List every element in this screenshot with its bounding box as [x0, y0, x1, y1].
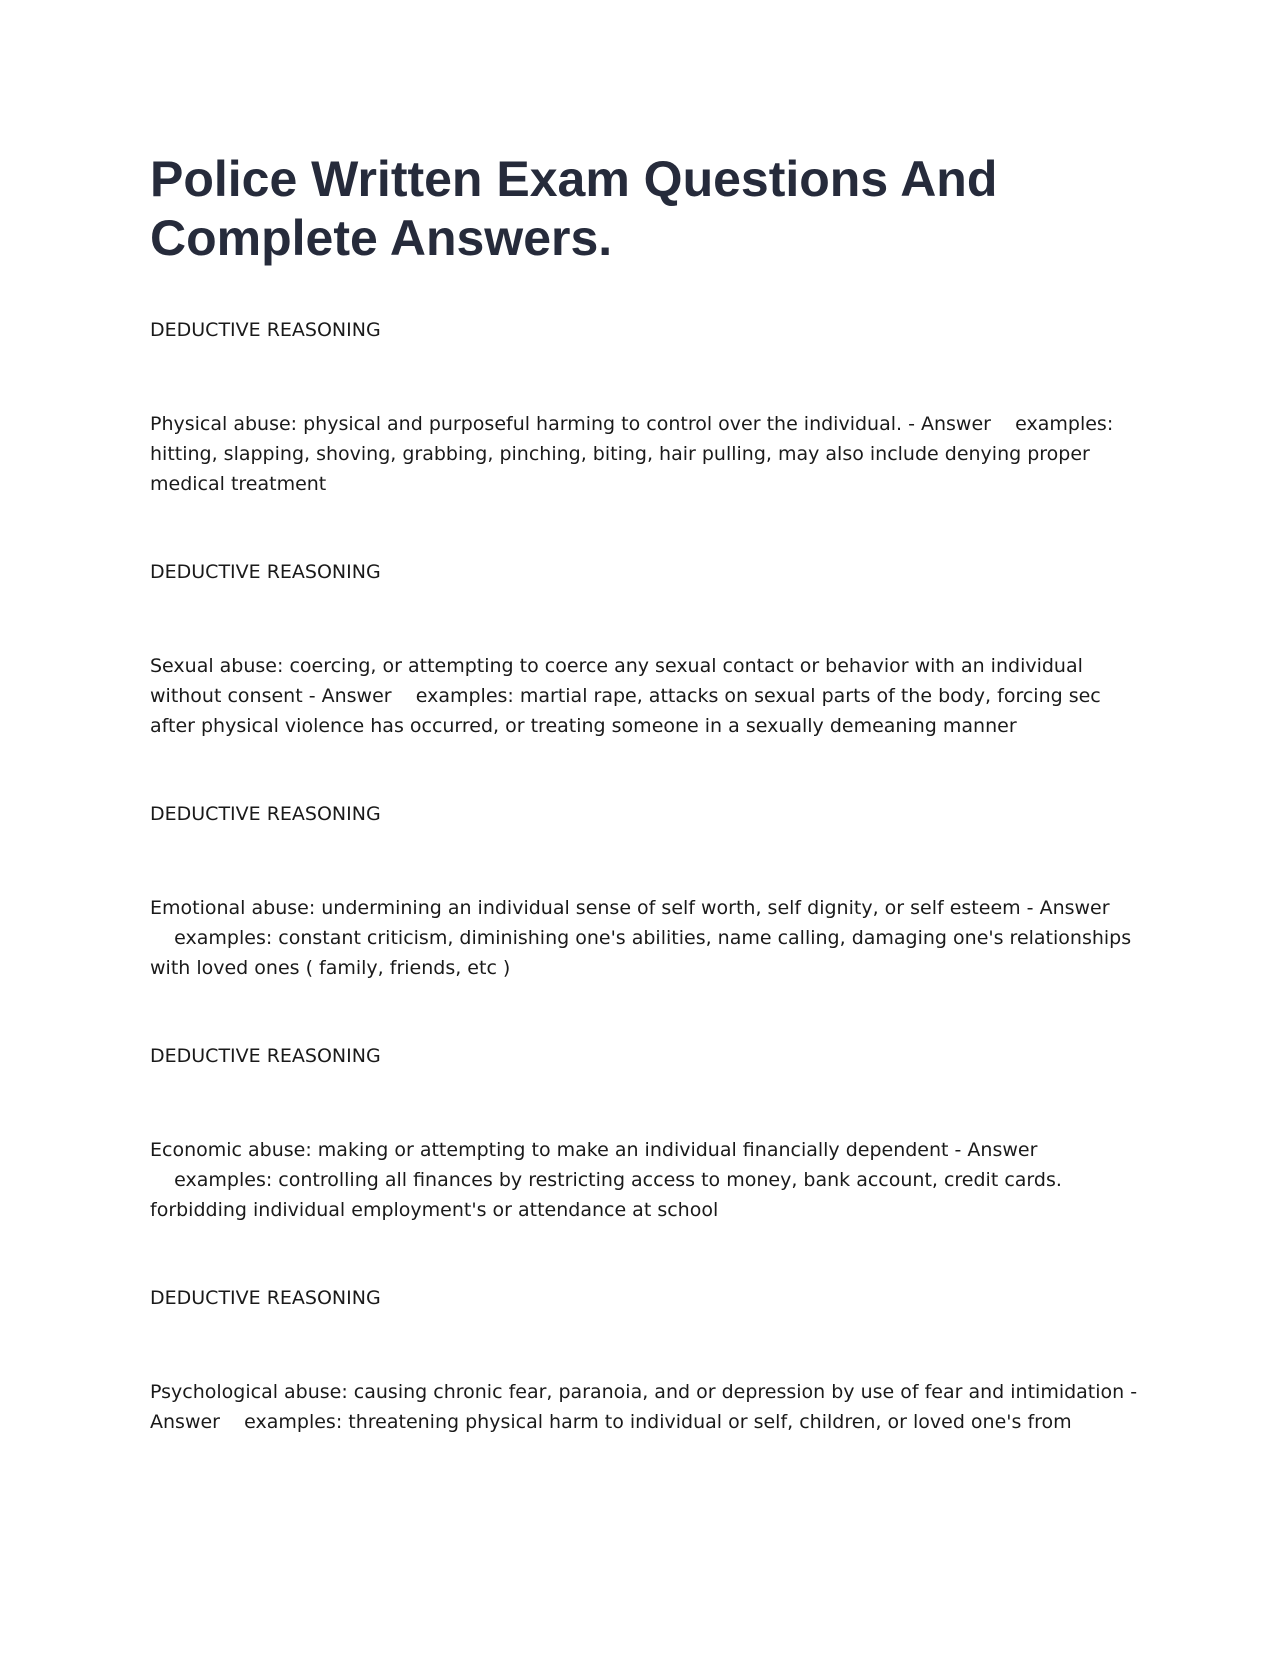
page-title: Police Written Exam Questions And Complete Answers.: [150, 151, 998, 266]
section-heading: DEDUCTIVE REASONING: [150, 1045, 381, 1067]
answer-text: examples: martial rape, attacks on sexual parts of the body, forcing sec after physical violence has occurred, or treating someone in a sexually demeaning manner: [150, 685, 1101, 737]
question-text: Sexual abuse: coercing, or attempting to coerce any sexual contact or behavior with an individual without consent - Answer: [150, 655, 1083, 707]
question-answer: [150, 893, 1140, 983]
question-answer: [150, 1377, 1140, 1437]
answer-text: examples: threatening physical harm to individual or self, children, or loved one's from: [244, 1411, 1072, 1433]
answer-text: examples: hitting, slapping, shoving, grabbing, pinching, biting, hair pulling, may also include denying proper medical treatment: [150, 413, 1114, 495]
section-heading: DEDUCTIVE REASONING: [150, 803, 381, 825]
document-content: [150, 150, 1140, 1437]
answer-text: examples: constant criticism, diminishing one's abilities, name calling, damaging one's relationships with loved ones ( family, friends, etc ): [150, 927, 1132, 979]
section-heading: DEDUCTIVE REASONING: [150, 561, 381, 583]
section-heading: DEDUCTIVE REASONING: [150, 319, 381, 341]
question-text: Emotional abuse: undermining an individual sense of self worth, self dignity, or self esteem - Answer: [150, 897, 1110, 919]
question-text: Economic abuse: making or attempting to make an individual financially dependent - Answer: [150, 1139, 1038, 1161]
question-answer: [150, 651, 1140, 741]
section-heading: DEDUCTIVE REASONING: [150, 1287, 381, 1309]
question-text: Psychological abuse: causing chronic fear, paranoia, and or depression by use of fear and intimidation - Answer: [150, 1381, 1138, 1433]
question-answer: [150, 1135, 1140, 1225]
question-text: Physical abuse: physical and purposeful harming to control over the individual. - Answer: [150, 413, 991, 435]
question-answer: [150, 409, 1140, 499]
answer-text: examples: controlling all finances by restricting access to money, bank account, credit cards. forbidding individual employment's or attendance at school: [150, 1169, 1062, 1221]
